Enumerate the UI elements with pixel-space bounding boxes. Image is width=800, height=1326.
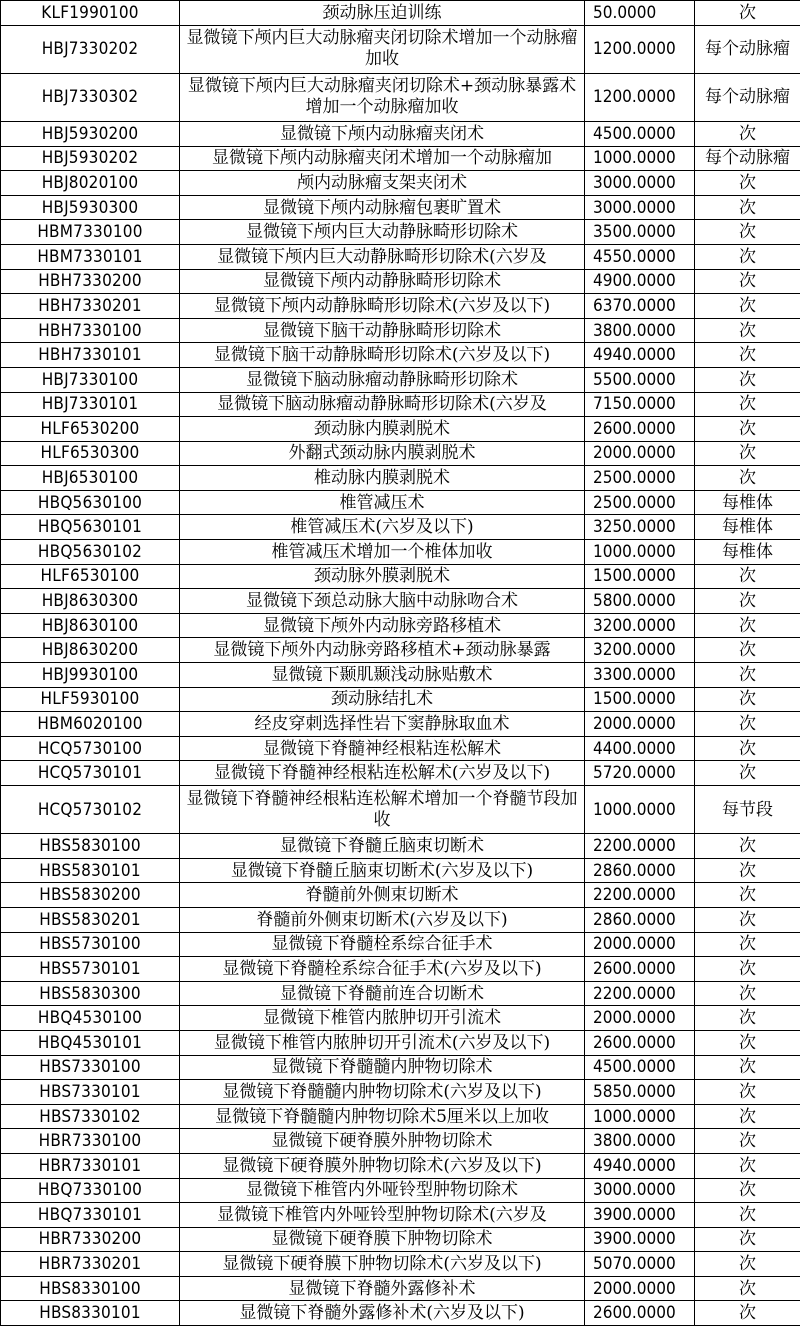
item-name: 显微镜下脊髓栓系综合征手术(六岁及以下) (180, 957, 585, 982)
table-row (1, 318, 800, 343)
item-code: HBS5730100 (1, 932, 180, 957)
item-price: 7150.0000 (585, 392, 695, 417)
item-name: 显微镜下椎管内脓肿切开引流术(六岁及以下) (180, 1030, 585, 1055)
item-code: KLF1990100 (1, 1, 180, 26)
item-unit: 每椎体 (695, 515, 800, 540)
item-unit: 次 (695, 417, 800, 442)
item-code: HBQ5630101 (1, 515, 180, 540)
item-code: HBQ4530101 (1, 1030, 180, 1055)
item-name: 椎动脉内膜剥脱术 (180, 466, 585, 491)
table-row (1, 540, 800, 565)
item-unit: 次 (695, 1252, 800, 1277)
table-row (1, 1276, 800, 1301)
item-unit: 次 (695, 883, 800, 908)
item-code: HBS5830200 (1, 883, 180, 908)
item-price: 4500.0000 (585, 121, 695, 146)
item-unit: 次 (695, 613, 800, 638)
table-row (1, 25, 800, 73)
item-price: 1000.0000 (585, 146, 695, 171)
item-name: 显微镜下脑动脉瘤动静脉畸形切除术 (180, 367, 585, 392)
item-price: 3900.0000 (585, 1227, 695, 1252)
item-price: 3200.0000 (585, 613, 695, 638)
item-code: HBS8330100 (1, 1276, 180, 1301)
item-code: HCQ5730100 (1, 736, 180, 761)
table-row (1, 146, 800, 171)
item-name: 显微镜下脊髓前连合切断术 (180, 981, 585, 1006)
table-row (1, 712, 800, 737)
item-name: 显微镜下硬脊膜下肿物切除术 (180, 1227, 585, 1252)
item-code: HBJ6530100 (1, 466, 180, 491)
table-row (1, 466, 800, 491)
item-code: HBJ7330302 (1, 73, 180, 121)
item-code: HLF6530200 (1, 417, 180, 442)
item-name: 显微镜下颅内巨大动脉瘤夹闭切除术+颈动脉暴露术增加一个动脉瘤加收 (180, 73, 585, 121)
item-unit: 次 (695, 663, 800, 688)
table-row (1, 367, 800, 392)
item-name: 颈动脉内膜剥脱术 (180, 417, 585, 442)
item-code: HBM7330100 (1, 220, 180, 245)
item-name: 椎管减压术 (180, 490, 585, 515)
item-code: HBS7330100 (1, 1055, 180, 1080)
item-code: HCQ5730101 (1, 761, 180, 786)
item-unit: 次 (695, 294, 800, 319)
item-price: 3000.0000 (585, 1178, 695, 1203)
table-row (1, 343, 800, 368)
item-price: 3800.0000 (585, 1129, 695, 1154)
item-name: 显微镜下脊髓栓系综合征手术 (180, 932, 585, 957)
item-code: HBS5830300 (1, 981, 180, 1006)
item-unit: 次 (695, 1030, 800, 1055)
item-price: 2600.0000 (585, 1030, 695, 1055)
item-unit: 每椎体 (695, 540, 800, 565)
item-name: 显微镜下脊髓神经根粘连松解术 (180, 736, 585, 761)
item-code: HBJ9930100 (1, 663, 180, 688)
item-name: 显微镜下颅内动脉瘤夹闭术 (180, 121, 585, 146)
item-unit: 次 (695, 1153, 800, 1178)
item-unit: 次 (695, 1006, 800, 1031)
item-price: 3800.0000 (585, 318, 695, 343)
item-name: 显微镜下脑动脉瘤动静脉畸形切除术(六岁及 (180, 392, 585, 417)
item-code: HBS5730101 (1, 957, 180, 982)
item-price: 2000.0000 (585, 1006, 695, 1031)
item-code: HBJ5930202 (1, 146, 180, 171)
item-code: HBQ7330100 (1, 1178, 180, 1203)
table-row (1, 294, 800, 319)
table-row (1, 883, 800, 908)
table-row (1, 736, 800, 761)
item-code: HBR7330201 (1, 1252, 180, 1277)
item-name: 显微镜下硬脊膜外肿物切除术(六岁及以下) (180, 1153, 585, 1178)
item-name: 显微镜下脊髓外露修补术(六岁及以下) (180, 1301, 585, 1326)
item-unit: 次 (695, 1301, 800, 1326)
item-code: HBJ5930300 (1, 195, 180, 220)
item-name: 显微镜下椎管内脓肿切开引流术 (180, 1006, 585, 1031)
item-price: 2860.0000 (585, 907, 695, 932)
item-code: HBR7330100 (1, 1129, 180, 1154)
item-name: 显微镜下硬脊膜外肿物切除术 (180, 1129, 585, 1154)
item-name: 颈动脉外膜剥脱术 (180, 564, 585, 589)
item-price: 4940.0000 (585, 343, 695, 368)
item-unit: 次 (695, 171, 800, 196)
item-code: HBH7330101 (1, 343, 180, 368)
table-row (1, 761, 800, 786)
item-code: HLF5930100 (1, 687, 180, 712)
item-name: 显微镜下颅内巨大动脉瘤夹闭切除术增加一个动脉瘤加收 (180, 25, 585, 73)
item-name: 显微镜下颅外内动脉旁路移植术+颈动脉暴露 (180, 638, 585, 663)
item-name: 显微镜下硬脊膜下肿物切除术(六岁及以下) (180, 1252, 585, 1277)
table-row (1, 1055, 800, 1080)
item-price: 1500.0000 (585, 564, 695, 589)
table-row (1, 1227, 800, 1252)
item-unit: 次 (695, 1178, 800, 1203)
table-row (1, 786, 800, 834)
item-unit: 次 (695, 687, 800, 712)
item-price: 4400.0000 (585, 736, 695, 761)
table-row (1, 1006, 800, 1031)
item-price: 2000.0000 (585, 1276, 695, 1301)
item-code: HBH7330201 (1, 294, 180, 319)
item-price: 5800.0000 (585, 589, 695, 614)
item-price: 4550.0000 (585, 244, 695, 269)
item-unit: 次 (695, 957, 800, 982)
item-name: 显微镜下颞肌颞浅动脉贴敷术 (180, 663, 585, 688)
item-name: 显微镜下椎管内外哑铃型肿物切除术(六岁及 (180, 1203, 585, 1228)
item-code: HBH7330200 (1, 269, 180, 294)
table-row (1, 1252, 800, 1277)
item-price: 50.0000 (585, 1, 695, 26)
item-name: 外翻式颈动脉内膜剥脱术 (180, 441, 585, 466)
item-code: HBJ7330100 (1, 367, 180, 392)
item-code: HBM7330101 (1, 244, 180, 269)
item-unit: 每节段 (695, 786, 800, 834)
item-unit: 次 (695, 736, 800, 761)
item-price: 1000.0000 (585, 786, 695, 834)
item-unit: 次 (695, 1227, 800, 1252)
item-unit: 每椎体 (695, 490, 800, 515)
item-code: HBJ8020100 (1, 171, 180, 196)
item-price: 3000.0000 (585, 195, 695, 220)
item-unit: 次 (695, 244, 800, 269)
item-code: HBH7330100 (1, 318, 180, 343)
item-unit: 次 (695, 834, 800, 859)
table-row (1, 220, 800, 245)
item-name: 显微镜下颅内动静脉畸形切除术(六岁及以下) (180, 294, 585, 319)
item-price: 2000.0000 (585, 712, 695, 737)
item-unit: 次 (695, 1080, 800, 1105)
item-name: 显微镜下脊髓髓内肿物切除术 (180, 1055, 585, 1080)
item-name: 显微镜下脊髓外露修补术 (180, 1276, 585, 1301)
item-price: 2500.0000 (585, 490, 695, 515)
table-row (1, 417, 800, 442)
table-row (1, 1203, 800, 1228)
item-unit: 次 (695, 1, 800, 26)
item-price: 4900.0000 (585, 269, 695, 294)
item-price: 5850.0000 (585, 1080, 695, 1105)
table-row (1, 1080, 800, 1105)
item-code: HBJ7330202 (1, 25, 180, 73)
item-unit: 次 (695, 564, 800, 589)
item-code: HBQ7330101 (1, 1203, 180, 1228)
item-price: 1200.0000 (585, 25, 695, 73)
item-price: 2600.0000 (585, 957, 695, 982)
item-name: 颈动脉结扎术 (180, 687, 585, 712)
item-code: HBQ5630100 (1, 490, 180, 515)
item-price: 2600.0000 (585, 417, 695, 442)
item-unit: 次 (695, 1129, 800, 1154)
item-price: 3200.0000 (585, 638, 695, 663)
item-code: HBJ7330101 (1, 392, 180, 417)
item-name: 显微镜下颅外内动脉旁路移植术 (180, 613, 585, 638)
table-row (1, 171, 800, 196)
table-row (1, 515, 800, 540)
item-unit: 次 (695, 367, 800, 392)
item-name: 脊髓前外侧束切断术(六岁及以下) (180, 907, 585, 932)
table-row (1, 957, 800, 982)
item-price: 4940.0000 (585, 1153, 695, 1178)
item-unit: 次 (695, 1203, 800, 1228)
item-code: HBQ4530100 (1, 1006, 180, 1031)
item-code: HBJ8630100 (1, 613, 180, 638)
item-price: 1200.0000 (585, 73, 695, 121)
table-row (1, 121, 800, 146)
item-code: HBJ8630200 (1, 638, 180, 663)
item-price: 2200.0000 (585, 883, 695, 908)
item-code: HBR7330101 (1, 1153, 180, 1178)
table-row (1, 613, 800, 638)
table-row (1, 392, 800, 417)
item-price: 2000.0000 (585, 932, 695, 957)
item-price: 2000.0000 (585, 441, 695, 466)
item-code: HLF6530300 (1, 441, 180, 466)
table-row (1, 687, 800, 712)
table-row (1, 1, 800, 26)
item-name: 颅内动脉瘤支架夹闭术 (180, 171, 585, 196)
item-unit: 次 (695, 121, 800, 146)
item-unit: 次 (695, 269, 800, 294)
table-row (1, 441, 800, 466)
item-code: HBS5830201 (1, 907, 180, 932)
item-name: 显微镜下颅内巨大动静脉畸形切除术(六岁及 (180, 244, 585, 269)
item-name: 显微镜下颅内巨大动静脉畸形切除术 (180, 220, 585, 245)
item-unit: 每个动脉瘤 (695, 73, 800, 121)
item-name: 显微镜下脊髓神经根粘连松解术增加一个脊髓节段加收 (180, 786, 585, 834)
item-unit: 次 (695, 638, 800, 663)
item-unit: 次 (695, 589, 800, 614)
item-code: HBS7330102 (1, 1104, 180, 1129)
table-row (1, 1104, 800, 1129)
item-price: 2600.0000 (585, 1301, 695, 1326)
item-price: 1000.0000 (585, 1104, 695, 1129)
item-unit: 次 (695, 220, 800, 245)
item-name: 显微镜下脊髓丘脑束切断术(六岁及以下) (180, 858, 585, 883)
item-name: 显微镜下脊髓髓内肿物切除术(六岁及以下) (180, 1080, 585, 1105)
item-price: 1500.0000 (585, 687, 695, 712)
item-name: 椎管减压术(六岁及以下) (180, 515, 585, 540)
table-row (1, 1178, 800, 1203)
item-code: HBS8330101 (1, 1301, 180, 1326)
item-price: 5070.0000 (585, 1252, 695, 1277)
item-unit: 次 (695, 712, 800, 737)
item-name: 显微镜下脊髓髓内肿物切除术5厘米以上加收 (180, 1104, 585, 1129)
table-row (1, 638, 800, 663)
table-row (1, 907, 800, 932)
item-price: 2200.0000 (585, 834, 695, 859)
item-code: HLF6530100 (1, 564, 180, 589)
item-name: 显微镜下颅内动脉瘤包裹旷置术 (180, 195, 585, 220)
item-unit: 次 (695, 907, 800, 932)
item-unit: 次 (695, 932, 800, 957)
item-code: HBR7330200 (1, 1227, 180, 1252)
item-code: HBS5830100 (1, 834, 180, 859)
item-unit: 次 (695, 343, 800, 368)
item-name: 经皮穿刺选择性岩下窦静脉取血术 (180, 712, 585, 737)
table-row (1, 1301, 800, 1326)
item-code: HBS7330101 (1, 1080, 180, 1105)
item-code: HBJ5930200 (1, 121, 180, 146)
item-name: 显微镜下颈总动脉大脑中动脉吻合术 (180, 589, 585, 614)
item-unit: 次 (695, 466, 800, 491)
item-unit: 次 (695, 761, 800, 786)
item-code: HBQ5630102 (1, 540, 180, 565)
item-unit: 每个动脉瘤 (695, 25, 800, 73)
item-price: 2500.0000 (585, 466, 695, 491)
table-row (1, 834, 800, 859)
table-row (1, 244, 800, 269)
item-name: 显微镜下颅内动静脉畸形切除术 (180, 269, 585, 294)
item-name: 显微镜下脊髓神经根粘连松解术(六岁及以下) (180, 761, 585, 786)
table-row (1, 981, 800, 1006)
item-unit: 次 (695, 858, 800, 883)
table-row (1, 589, 800, 614)
item-unit: 每个动脉瘤 (695, 146, 800, 171)
table-row (1, 932, 800, 957)
item-unit: 次 (695, 392, 800, 417)
table-row (1, 490, 800, 515)
item-price: 3500.0000 (585, 220, 695, 245)
table-row (1, 269, 800, 294)
table-row (1, 1030, 800, 1055)
table-row (1, 858, 800, 883)
table-row (1, 195, 800, 220)
item-code: HBJ8630300 (1, 589, 180, 614)
item-name: 显微镜下脑干动静脉畸形切除术(六岁及以下) (180, 343, 585, 368)
item-name: 颈动脉压迫训练 (180, 1, 585, 26)
fee-table-body (1, 1, 800, 1326)
item-price: 2860.0000 (585, 858, 695, 883)
item-price: 3300.0000 (585, 663, 695, 688)
item-name: 显微镜下椎管内外哑铃型肿物切除术 (180, 1178, 585, 1203)
table-row (1, 73, 800, 121)
item-price: 5720.0000 (585, 761, 695, 786)
item-price: 4500.0000 (585, 1055, 695, 1080)
item-unit: 次 (695, 441, 800, 466)
item-price: 3250.0000 (585, 515, 695, 540)
item-unit: 次 (695, 981, 800, 1006)
table-row (1, 1153, 800, 1178)
item-name: 显微镜下脊髓丘脑束切断术 (180, 834, 585, 859)
item-name: 脊髓前外侧束切断术 (180, 883, 585, 908)
item-code: HCQ5730102 (1, 786, 180, 834)
item-unit: 次 (695, 195, 800, 220)
item-price: 6370.0000 (585, 294, 695, 319)
table-row (1, 1129, 800, 1154)
item-name: 显微镜下脑干动静脉畸形切除术 (180, 318, 585, 343)
item-price: 1000.0000 (585, 540, 695, 565)
item-name: 椎管减压术增加一个椎体加收 (180, 540, 585, 565)
item-price: 3000.0000 (585, 171, 695, 196)
item-price: 5500.0000 (585, 367, 695, 392)
item-name: 显微镜下颅内动脉瘤夹闭术增加一个动脉瘤加 (180, 146, 585, 171)
item-price: 3900.0000 (585, 1203, 695, 1228)
item-unit: 次 (695, 318, 800, 343)
item-code: HBS5830101 (1, 858, 180, 883)
item-unit: 次 (695, 1276, 800, 1301)
table-row (1, 564, 800, 589)
item-code: HBM6020100 (1, 712, 180, 737)
item-price: 2200.0000 (585, 981, 695, 1006)
item-unit: 次 (695, 1104, 800, 1129)
item-unit: 次 (695, 1055, 800, 1080)
table-row (1, 663, 800, 688)
